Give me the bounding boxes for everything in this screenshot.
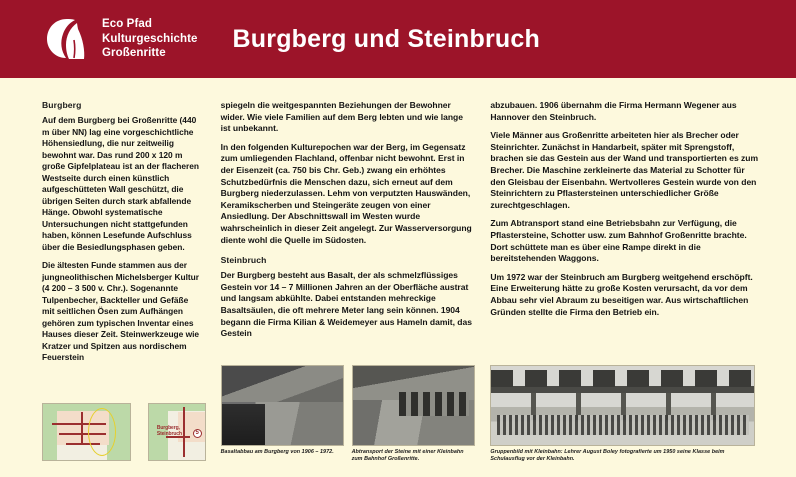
paragraph: spiegeln die weitgespannten Beziehungen der Bewohner wider. Wie viele Familien auf dem Berg lebten und wie lange ist unbekannt. bbox=[220, 100, 463, 134]
brand-logo bbox=[44, 15, 198, 63]
paragraph: Auf dem Burgberg bei Großenritte (440 m über NN) lag eine vorgeschichtliche Höhensiedlung, die nur zeitweilig bewohnt war. Das rund 200 x 120 m große Gipfelplateau ist an der flacheren Westseite durch einen künstlich aufgeschütteten Wall geschützt, die übrigen Seiten durch stark abfallende Hänge. Obwohl systematische Untersuchungen nicht stattgefunden haben, können Lesefunde Aufschluss über die Besiedlungsphasen geben. bbox=[42, 115, 199, 252]
map-label-line-2: Steinbruch bbox=[156, 431, 182, 438]
map-credit bbox=[138, 403, 142, 404]
paragraph: Zum Abtransport stand eine Betriebsbahn zur Verfügung, die Pflastersteine, Schotter usw. zum Bahnhof Großenritte brachte. Dort schüttete man es über eine Rampe direkt in die bereitstehenden Waggons. bbox=[490, 218, 747, 264]
figure-map-detail bbox=[148, 403, 206, 461]
map-detail-label bbox=[157, 425, 182, 437]
photo-row bbox=[221, 365, 475, 463]
paragraph: abzubauen. 1906 übernahm die Firma Hermann Wegener aus Hannover den Steinbruch. bbox=[490, 100, 737, 122]
school-class-crowd bbox=[497, 415, 749, 436]
figure-caption: Abtransport der Steine mit einer Kleinbahn zum Bahnhof Großenritte. bbox=[351, 448, 464, 462]
photo-narrow-gauge-transport-image bbox=[352, 365, 475, 446]
panel-content bbox=[0, 78, 796, 477]
figure-basalt-quarry bbox=[221, 365, 344, 463]
page-title: Burgberg und Steinbruch bbox=[232, 24, 540, 53]
map-label-line-1: Burgberg, bbox=[156, 425, 180, 432]
map-credit-wrap bbox=[137, 403, 142, 461]
column-burgberg bbox=[42, 100, 221, 477]
map-marker-5: 5 bbox=[193, 429, 202, 438]
eco-pfad-logo-icon bbox=[44, 15, 92, 63]
column-steinbruch bbox=[221, 100, 491, 477]
figure-caption: Gruppenbild mit Kleinbahn: Lehrer August Boley fotografierte um 1950 seine Klasse beim Schulausflug vor der Kleinbahn. bbox=[490, 448, 725, 462]
photo-row-wide bbox=[490, 365, 762, 463]
paragraph: In den folgenden Kulturepochen war der Berg, im Gegensatz zum umliegenden Flachland, offenbar nicht bewohnt. Erst in der Eisenzeit (ca. 750 bis Chr. Geb.) zwang ein erhöhtes Schutzbedürfnis die Menschen dazu, sich erneut auf dem Burgberg niederzulassen. Lehm von verputzten Hauswänden, Keramikscherben und Steingeräte zeugen von einer Ansiedlung. Der Abschnittswall im Westen wurde wahrscheinlich in dieser Zeit angelegt. Zur Wasserversorgung diente wohl die Quelle im Südosten. bbox=[220, 141, 472, 245]
column-quarry-history bbox=[490, 100, 760, 477]
map-detail-image bbox=[148, 403, 206, 461]
figure-caption: Basaltabbau am Burgberg von 1906 – 1972. bbox=[220, 448, 334, 455]
photo-basalt-quarry-image bbox=[221, 365, 344, 446]
logo-line-1: Eco Pfad bbox=[102, 18, 153, 31]
panel-header bbox=[0, 0, 796, 78]
photo-credit bbox=[759, 369, 763, 370]
section-heading-steinbruch: Steinbruch bbox=[220, 255, 267, 266]
logo-line-3: Großenritte bbox=[102, 47, 166, 60]
section-heading-burgberg: Burgberg bbox=[42, 100, 82, 110]
logo-line-2: Kulturgeschichte bbox=[102, 32, 198, 45]
map-overview-image bbox=[42, 403, 131, 461]
paragraph: Die ältesten Funde stammen aus der jungneolithischen Michelsberger Kultur (4 200 – 3 500 v. Chr.). Sogenannte Tulpenbecher, Backteller und Gefäße mit seitlichen Ösen zum Aufhängen gehören zum typischen Inventar eines Hauses dieser Zeit. Steinwerkzeuge wie Kratzer und Spitzen aus nordischem Feuerstein bbox=[42, 260, 200, 362]
paragraph: Der Burgberg besteht aus Basalt, der als schmelzflüssiges Gestein vor 14 – 7 Millionen Jahren an der Oberfläche austrat und langsam abkühlte. Dabei entstanden mehreckige Basaltsäulen, die oft mehrere Meter lang sein können. 1904 begann die Firma Kilian & Weidemeyer aus Hameln damit, das Gestein bbox=[220, 270, 472, 339]
brand-logo-text bbox=[102, 17, 198, 61]
paragraph: Um 1972 war der Steinbruch am Burgberg weitgehend erschöpft. Eine Erweiterung hätte zu große Kosten verursacht, da vor dem Abbau sehr viel Abraum zu beseitigen war. Aus wirtschaftlichen Gründen stellte die Firma den Betrieb ein. bbox=[490, 271, 753, 317]
paragraph: Viele Männer aus Großenritte arbeiteten hier als Brecher oder Steinrichter. Zunächst in Handarbeit, später mit Sprengstoff, brachen sie das Gestein aus der Wand und transportierten es zum Brecher. Die Maschine zerkleinerte das Material zu Schotter für den Gleisbau der Eisenbahn. Wertvolleres Gestein wurde von den Steinrichtern zu Pflastersteinen unterschiedlicher Größe zurechtgeschlagen. bbox=[490, 130, 759, 210]
figure-map-overview bbox=[42, 403, 131, 461]
photo-group-with-railway-image bbox=[490, 365, 755, 446]
figure-group-with-railway bbox=[490, 365, 762, 463]
maps-row bbox=[42, 403, 206, 461]
figure-narrow-gauge-transport bbox=[352, 365, 475, 463]
